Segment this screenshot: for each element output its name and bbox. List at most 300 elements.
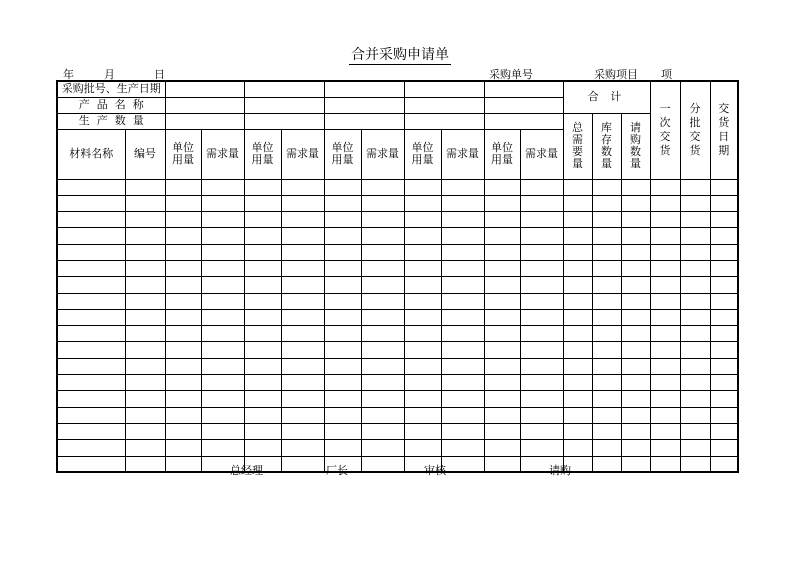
table-cell[interactable] [165,309,201,325]
product-cell[interactable] [165,97,244,113]
table-cell[interactable] [244,293,281,309]
table-cell[interactable] [592,244,621,260]
table-cell[interactable] [710,277,738,293]
table-cell[interactable] [125,342,165,358]
table-cell[interactable] [621,358,650,374]
table-cell[interactable] [621,309,650,325]
table-cell[interactable] [710,228,738,244]
table-cell[interactable] [441,293,484,309]
table-cell[interactable] [441,244,484,260]
table-cell[interactable] [281,456,324,472]
table-cell[interactable] [650,326,680,342]
table-cell[interactable] [125,309,165,325]
table-cell[interactable] [57,375,125,391]
table-cell[interactable] [404,391,441,407]
table-cell[interactable] [57,228,125,244]
table-cell[interactable] [404,375,441,391]
table-cell[interactable] [57,407,125,423]
table-cell[interactable] [165,260,201,276]
table-cell[interactable] [680,293,710,309]
table-cell[interactable] [563,260,592,276]
table-cell[interactable] [484,277,520,293]
table-cell[interactable] [281,358,324,374]
table-cell[interactable] [441,326,484,342]
table-cell[interactable] [125,195,165,211]
table-cell[interactable] [592,212,621,228]
table-cell[interactable] [165,342,201,358]
table-cell[interactable] [57,326,125,342]
table-cell[interactable] [165,423,201,439]
table-cell[interactable] [201,423,244,439]
table-cell[interactable] [650,375,680,391]
table-cell[interactable] [404,440,441,456]
table-cell[interactable] [680,358,710,374]
table-cell[interactable] [57,456,125,472]
table-cell[interactable] [361,212,404,228]
table-cell[interactable] [125,375,165,391]
table-cell[interactable] [281,440,324,456]
table-cell[interactable] [650,342,680,358]
table-cell[interactable] [281,342,324,358]
product-cell[interactable] [484,97,563,113]
table-cell[interactable] [520,277,563,293]
table-cell[interactable] [650,228,680,244]
table-cell[interactable] [201,391,244,407]
table-cell[interactable] [710,212,738,228]
table-cell[interactable] [621,260,650,276]
table-cell[interactable] [621,456,650,472]
table-cell[interactable] [281,212,324,228]
table-cell[interactable] [404,326,441,342]
table-cell[interactable] [324,440,361,456]
table-cell[interactable] [520,260,563,276]
table-cell[interactable] [57,358,125,374]
table-cell[interactable] [621,277,650,293]
table-cell[interactable] [484,423,520,439]
table-cell[interactable] [520,375,563,391]
table-cell[interactable] [484,342,520,358]
table-cell[interactable] [361,179,404,195]
table-cell[interactable] [441,212,484,228]
table-cell[interactable] [201,228,244,244]
table-cell[interactable] [650,407,680,423]
table-cell[interactable] [201,309,244,325]
table-cell[interactable] [710,456,738,472]
table-cell[interactable] [520,358,563,374]
table-cell[interactable] [520,195,563,211]
table-cell[interactable] [680,391,710,407]
table-cell[interactable] [165,179,201,195]
table-cell[interactable] [324,423,361,439]
table-cell[interactable] [520,293,563,309]
table-cell[interactable] [592,375,621,391]
table-cell[interactable] [621,326,650,342]
table-cell[interactable] [563,326,592,342]
table-cell[interactable] [361,358,404,374]
table-cell[interactable] [650,358,680,374]
table-cell[interactable] [244,309,281,325]
table-cell[interactable] [324,195,361,211]
table-cell[interactable] [650,391,680,407]
table-cell[interactable] [484,228,520,244]
lot-cell[interactable] [484,81,563,97]
table-cell[interactable] [244,375,281,391]
table-cell[interactable] [244,391,281,407]
table-cell[interactable] [680,423,710,439]
table-cell[interactable] [361,407,404,423]
table-cell[interactable] [57,260,125,276]
table-cell[interactable] [361,309,404,325]
table-cell[interactable] [621,293,650,309]
table-cell[interactable] [680,407,710,423]
product-cell[interactable] [324,97,404,113]
table-cell[interactable] [324,407,361,423]
table-cell[interactable] [592,407,621,423]
table-cell[interactable] [680,456,710,472]
table-cell[interactable] [244,179,281,195]
table-cell[interactable] [621,195,650,211]
table-cell[interactable] [650,195,680,211]
table-cell[interactable] [361,440,404,456]
table-cell[interactable] [710,244,738,260]
table-cell[interactable] [563,228,592,244]
table-cell[interactable] [710,179,738,195]
table-cell[interactable] [710,309,738,325]
table-cell[interactable] [592,260,621,276]
table-cell[interactable] [57,423,125,439]
table-cell[interactable] [404,423,441,439]
table-cell[interactable] [361,277,404,293]
table-cell[interactable] [324,228,361,244]
table-cell[interactable] [650,456,680,472]
table-cell[interactable] [404,407,441,423]
table-cell[interactable] [244,212,281,228]
table-cell[interactable] [592,195,621,211]
table-cell[interactable] [324,293,361,309]
table-cell[interactable] [710,260,738,276]
table-cell[interactable] [281,391,324,407]
table-cell[interactable] [244,342,281,358]
table-cell[interactable] [244,407,281,423]
table-cell[interactable] [563,358,592,374]
table-cell[interactable] [361,391,404,407]
table-cell[interactable] [650,277,680,293]
table-cell[interactable] [165,195,201,211]
table-cell[interactable] [680,244,710,260]
table-cell[interactable] [361,293,404,309]
table-cell[interactable] [680,326,710,342]
table-cell[interactable] [361,342,404,358]
table-cell[interactable] [441,195,484,211]
table-cell[interactable] [244,277,281,293]
table-cell[interactable] [563,342,592,358]
table-cell[interactable] [201,195,244,211]
table-cell[interactable] [165,391,201,407]
table-cell[interactable] [563,179,592,195]
table-cell[interactable] [125,440,165,456]
table-cell[interactable] [680,228,710,244]
table-cell[interactable] [361,260,404,276]
table-cell[interactable] [361,375,404,391]
table-cell[interactable] [404,212,441,228]
table-cell[interactable] [441,375,484,391]
table-cell[interactable] [125,293,165,309]
table-cell[interactable] [563,212,592,228]
table-cell[interactable] [621,244,650,260]
table-cell[interactable] [441,260,484,276]
table-cell[interactable] [441,228,484,244]
table-cell[interactable] [650,293,680,309]
product-cell[interactable] [244,97,324,113]
table-cell[interactable] [484,358,520,374]
table-cell[interactable] [710,423,738,439]
table-cell[interactable] [201,440,244,456]
table-cell[interactable] [441,277,484,293]
table-cell[interactable] [484,309,520,325]
table-cell[interactable] [281,293,324,309]
table-cell[interactable] [621,212,650,228]
table-cell[interactable] [201,212,244,228]
table-cell[interactable] [621,179,650,195]
table-cell[interactable] [125,423,165,439]
table-cell[interactable] [404,277,441,293]
table-cell[interactable] [441,456,484,472]
table-cell[interactable] [165,244,201,260]
table-cell[interactable] [165,358,201,374]
table-cell[interactable] [563,309,592,325]
table-cell[interactable] [57,309,125,325]
table-cell[interactable] [441,309,484,325]
table-cell[interactable] [484,244,520,260]
table-cell[interactable] [592,277,621,293]
table-cell[interactable] [281,244,324,260]
table-cell[interactable] [592,179,621,195]
table-cell[interactable] [165,375,201,391]
qty-cell[interactable] [244,113,324,129]
table-cell[interactable] [592,391,621,407]
table-cell[interactable] [404,342,441,358]
table-cell[interactable] [680,342,710,358]
table-cell[interactable] [324,309,361,325]
table-cell[interactable] [563,277,592,293]
table-cell[interactable] [621,423,650,439]
table-cell[interactable] [484,407,520,423]
table-cell[interactable] [125,407,165,423]
table-cell[interactable] [165,277,201,293]
table-cell[interactable] [520,423,563,439]
qty-cell[interactable] [484,113,563,129]
table-cell[interactable] [404,244,441,260]
table-cell[interactable] [57,342,125,358]
table-cell[interactable] [125,260,165,276]
table-cell[interactable] [441,358,484,374]
table-cell[interactable] [621,440,650,456]
table-cell[interactable] [125,179,165,195]
table-cell[interactable] [324,391,361,407]
table-cell[interactable] [281,260,324,276]
table-cell[interactable] [57,244,125,260]
table-cell[interactable] [710,391,738,407]
table-cell[interactable] [165,456,201,472]
table-cell[interactable] [324,375,361,391]
table-cell[interactable] [710,440,738,456]
table-cell[interactable] [520,244,563,260]
table-cell[interactable] [404,228,441,244]
table-cell[interactable] [57,391,125,407]
table-cell[interactable] [404,358,441,374]
table-cell[interactable] [520,179,563,195]
table-cell[interactable] [201,326,244,342]
table-cell[interactable] [520,212,563,228]
table-cell[interactable] [201,342,244,358]
table-cell[interactable] [125,326,165,342]
table-cell[interactable] [592,228,621,244]
table-cell[interactable] [324,277,361,293]
table-cell[interactable] [441,423,484,439]
table-cell[interactable] [361,423,404,439]
table-cell[interactable] [324,179,361,195]
table-cell[interactable] [710,293,738,309]
lot-cell[interactable] [165,81,244,97]
table-cell[interactable] [563,423,592,439]
table-cell[interactable] [244,195,281,211]
table-cell[interactable] [520,440,563,456]
table-cell[interactable] [201,407,244,423]
qty-cell[interactable] [165,113,244,129]
table-cell[interactable] [563,244,592,260]
table-cell[interactable] [650,212,680,228]
table-cell[interactable] [324,260,361,276]
table-cell[interactable] [563,195,592,211]
table-cell[interactable] [244,244,281,260]
table-cell[interactable] [361,228,404,244]
table-cell[interactable] [592,358,621,374]
table-cell[interactable] [125,228,165,244]
table-cell[interactable] [680,309,710,325]
table-cell[interactable] [361,195,404,211]
table-cell[interactable] [361,244,404,260]
table-cell[interactable] [165,293,201,309]
table-cell[interactable] [650,260,680,276]
table-cell[interactable] [165,228,201,244]
table-cell[interactable] [361,456,404,472]
table-cell[interactable] [404,260,441,276]
table-cell[interactable] [520,228,563,244]
table-cell[interactable] [710,326,738,342]
table-cell[interactable] [592,440,621,456]
table-cell[interactable] [680,212,710,228]
table-cell[interactable] [441,440,484,456]
table-cell[interactable] [57,440,125,456]
table-cell[interactable] [563,407,592,423]
table-cell[interactable] [621,407,650,423]
table-cell[interactable] [592,309,621,325]
table-cell[interactable] [324,326,361,342]
table-cell[interactable] [710,195,738,211]
table-cell[interactable] [125,212,165,228]
table-cell[interactable] [621,375,650,391]
qty-cell[interactable] [324,113,404,129]
table-cell[interactable] [520,407,563,423]
table-cell[interactable] [650,309,680,325]
table-cell[interactable] [563,375,592,391]
table-cell[interactable] [281,195,324,211]
table-cell[interactable] [165,440,201,456]
table-cell[interactable] [520,309,563,325]
table-cell[interactable] [165,212,201,228]
table-cell[interactable] [125,391,165,407]
table-cell[interactable] [244,423,281,439]
table-cell[interactable] [57,195,125,211]
table-cell[interactable] [592,326,621,342]
table-cell[interactable] [281,423,324,439]
table-cell[interactable] [57,293,125,309]
table-cell[interactable] [281,326,324,342]
table-cell[interactable] [441,391,484,407]
table-cell[interactable] [621,228,650,244]
table-cell[interactable] [57,277,125,293]
table-cell[interactable] [650,440,680,456]
table-cell[interactable] [404,309,441,325]
table-cell[interactable] [680,179,710,195]
lot-cell[interactable] [404,81,484,97]
table-cell[interactable] [201,375,244,391]
table-cell[interactable] [125,244,165,260]
table-cell[interactable] [201,293,244,309]
table-cell[interactable] [592,293,621,309]
table-cell[interactable] [592,456,621,472]
table-cell[interactable] [324,358,361,374]
qty-cell[interactable] [404,113,484,129]
table-cell[interactable] [484,195,520,211]
table-cell[interactable] [520,391,563,407]
table-cell[interactable] [244,326,281,342]
table-cell[interactable] [650,423,680,439]
table-cell[interactable] [680,195,710,211]
table-cell[interactable] [710,358,738,374]
table-cell[interactable] [281,375,324,391]
table-cell[interactable] [710,342,738,358]
table-cell[interactable] [201,244,244,260]
table-cell[interactable] [281,228,324,244]
table-cell[interactable] [404,293,441,309]
table-cell[interactable] [484,391,520,407]
table-cell[interactable] [710,375,738,391]
table-cell[interactable] [57,179,125,195]
table-cell[interactable] [680,277,710,293]
table-cell[interactable] [404,195,441,211]
table-cell[interactable] [324,342,361,358]
table-cell[interactable] [484,293,520,309]
table-cell[interactable] [441,179,484,195]
table-cell[interactable] [520,326,563,342]
table-cell[interactable] [650,244,680,260]
table-cell[interactable] [165,326,201,342]
table-cell[interactable] [324,212,361,228]
table-cell[interactable] [710,407,738,423]
table-cell[interactable] [244,228,281,244]
table-cell[interactable] [165,407,201,423]
table-cell[interactable] [484,440,520,456]
table-cell[interactable] [621,391,650,407]
table-cell[interactable] [484,260,520,276]
table-cell[interactable] [201,179,244,195]
table-cell[interactable] [441,407,484,423]
table-cell[interactable] [563,440,592,456]
table-cell[interactable] [281,179,324,195]
table-cell[interactable] [441,342,484,358]
table-cell[interactable] [484,212,520,228]
